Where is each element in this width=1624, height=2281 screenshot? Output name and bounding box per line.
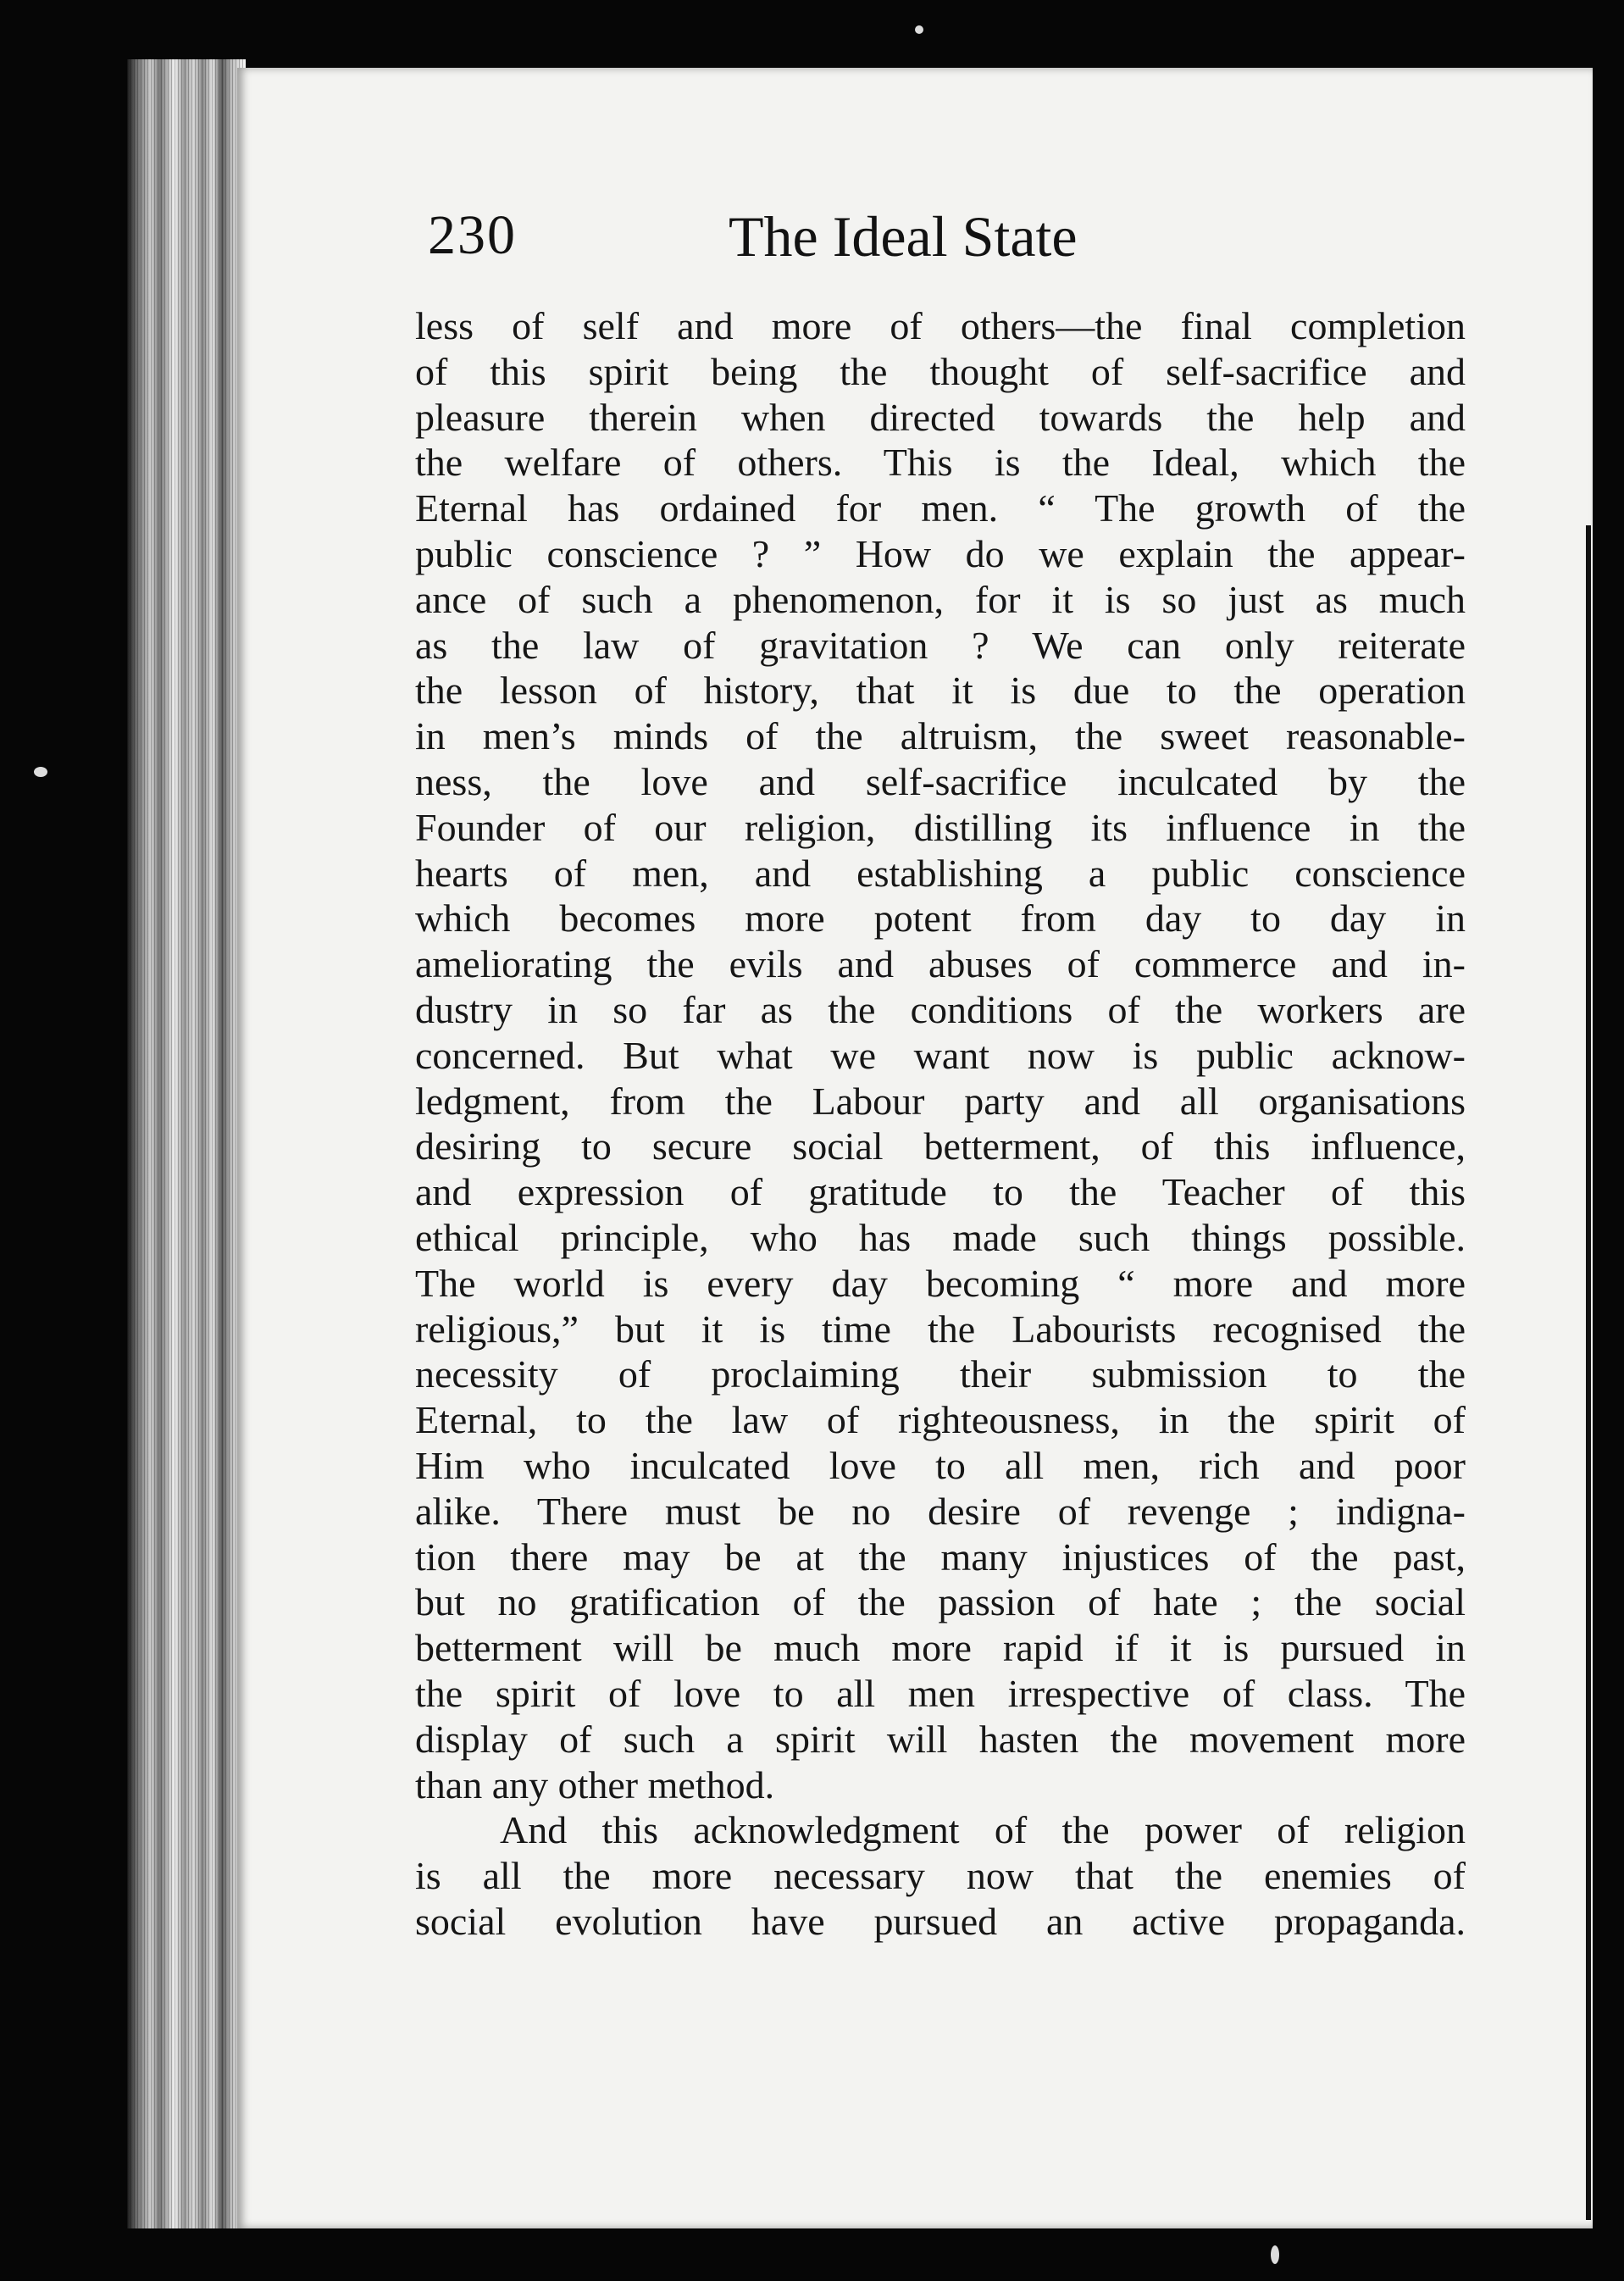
text-line: the spirit of love to all men irrespective of class. The	[415, 1671, 1466, 1715]
text-line: but no gratification of the passion of hate ; the social	[415, 1580, 1466, 1624]
text-line: in men’s minds of the altruism, the sweet reasonable-	[415, 714, 1466, 758]
text-line: betterment will be much more rapid if it is pursued in	[415, 1626, 1466, 1670]
film-speck	[915, 25, 923, 34]
text-line: Eternal has ordained for men. “ The growth of the	[415, 486, 1466, 530]
text-line: concerned. But what we want now is public acknow-	[415, 1033, 1466, 1077]
running-title: The Ideal State	[729, 204, 1078, 269]
book-page-edge-lines	[127, 59, 246, 2228]
text-line: social evolution have pursued an active propaganda.	[415, 1899, 1466, 1943]
text-line: alike. There must be no desire of revenge ; indigna-	[415, 1489, 1466, 1533]
text-line: is all the more necessary now that the enemies of	[415, 1854, 1466, 1898]
text-line: as the law of gravitation ? We can only reiterate	[415, 623, 1466, 667]
text-line: display of such a spirit will hasten the movement more	[415, 1717, 1466, 1761]
text-line: the welfare of others. This is the Ideal, which the	[415, 441, 1466, 485]
text-line: ness, the love and self-sacrifice inculcated by the	[415, 759, 1466, 803]
text-line: Eternal, to the law of righteousness, in the spirit of	[415, 1398, 1466, 1442]
text-line: less of self and more of others—the final completion	[415, 304, 1466, 347]
text-line: The world is every day becoming “ more and more	[415, 1261, 1466, 1305]
film-speck	[1271, 2245, 1279, 2264]
text-line: ethical principle, who has made such things possible.	[415, 1215, 1466, 1259]
page-right-edge	[1586, 525, 1591, 2220]
text-line: of this spirit being the thought of self-sacrifice and	[415, 349, 1466, 393]
body-text	[415, 303, 1466, 1945]
page-number: 230	[428, 204, 517, 266]
text-line: than any other method.	[415, 1762, 775, 1806]
text-line: hearts of men, and establishing a public conscience	[415, 851, 1466, 895]
text-line: ameliorating the evils and abuses of commerce and in-	[415, 942, 1466, 986]
text-line: necessity of proclaiming their submission to the	[415, 1352, 1466, 1396]
text-line: and expression of gratitude to the Teacher of this	[415, 1170, 1466, 1214]
text-line: desiring to secure social betterment, of this influence,	[415, 1124, 1466, 1168]
text-line: Him who inculcated love to all men, rich and poor	[415, 1443, 1466, 1487]
text-line: Founder of our religion, distilling its influence in the	[415, 805, 1466, 849]
text-line: ance of such a phenomenon, for it is so just as much	[415, 577, 1466, 621]
film-speck	[34, 767, 47, 777]
text-line: public conscience ? ” How do we explain the appear-	[415, 531, 1466, 575]
text-line: which becomes more potent from day to day in	[415, 896, 1466, 941]
text-line: the lesson of history, that it is due to the operation	[415, 669, 1466, 713]
text-line: pleasure therein when directed towards the help and	[415, 395, 1466, 439]
text-line: ledgment, from the Labour party and all organisations	[415, 1079, 1466, 1123]
paragraph-start-line: And this acknowledgment of the power of religion	[500, 1808, 1466, 1852]
text-line: tion there may be at the many injustices of the past,	[415, 1535, 1466, 1579]
text-line: religious,” but it is time the Labourists recognised the	[415, 1307, 1466, 1351]
text-line: dustry in so far as the conditions of the workers are	[415, 987, 1466, 1031]
running-header	[428, 203, 1190, 280]
